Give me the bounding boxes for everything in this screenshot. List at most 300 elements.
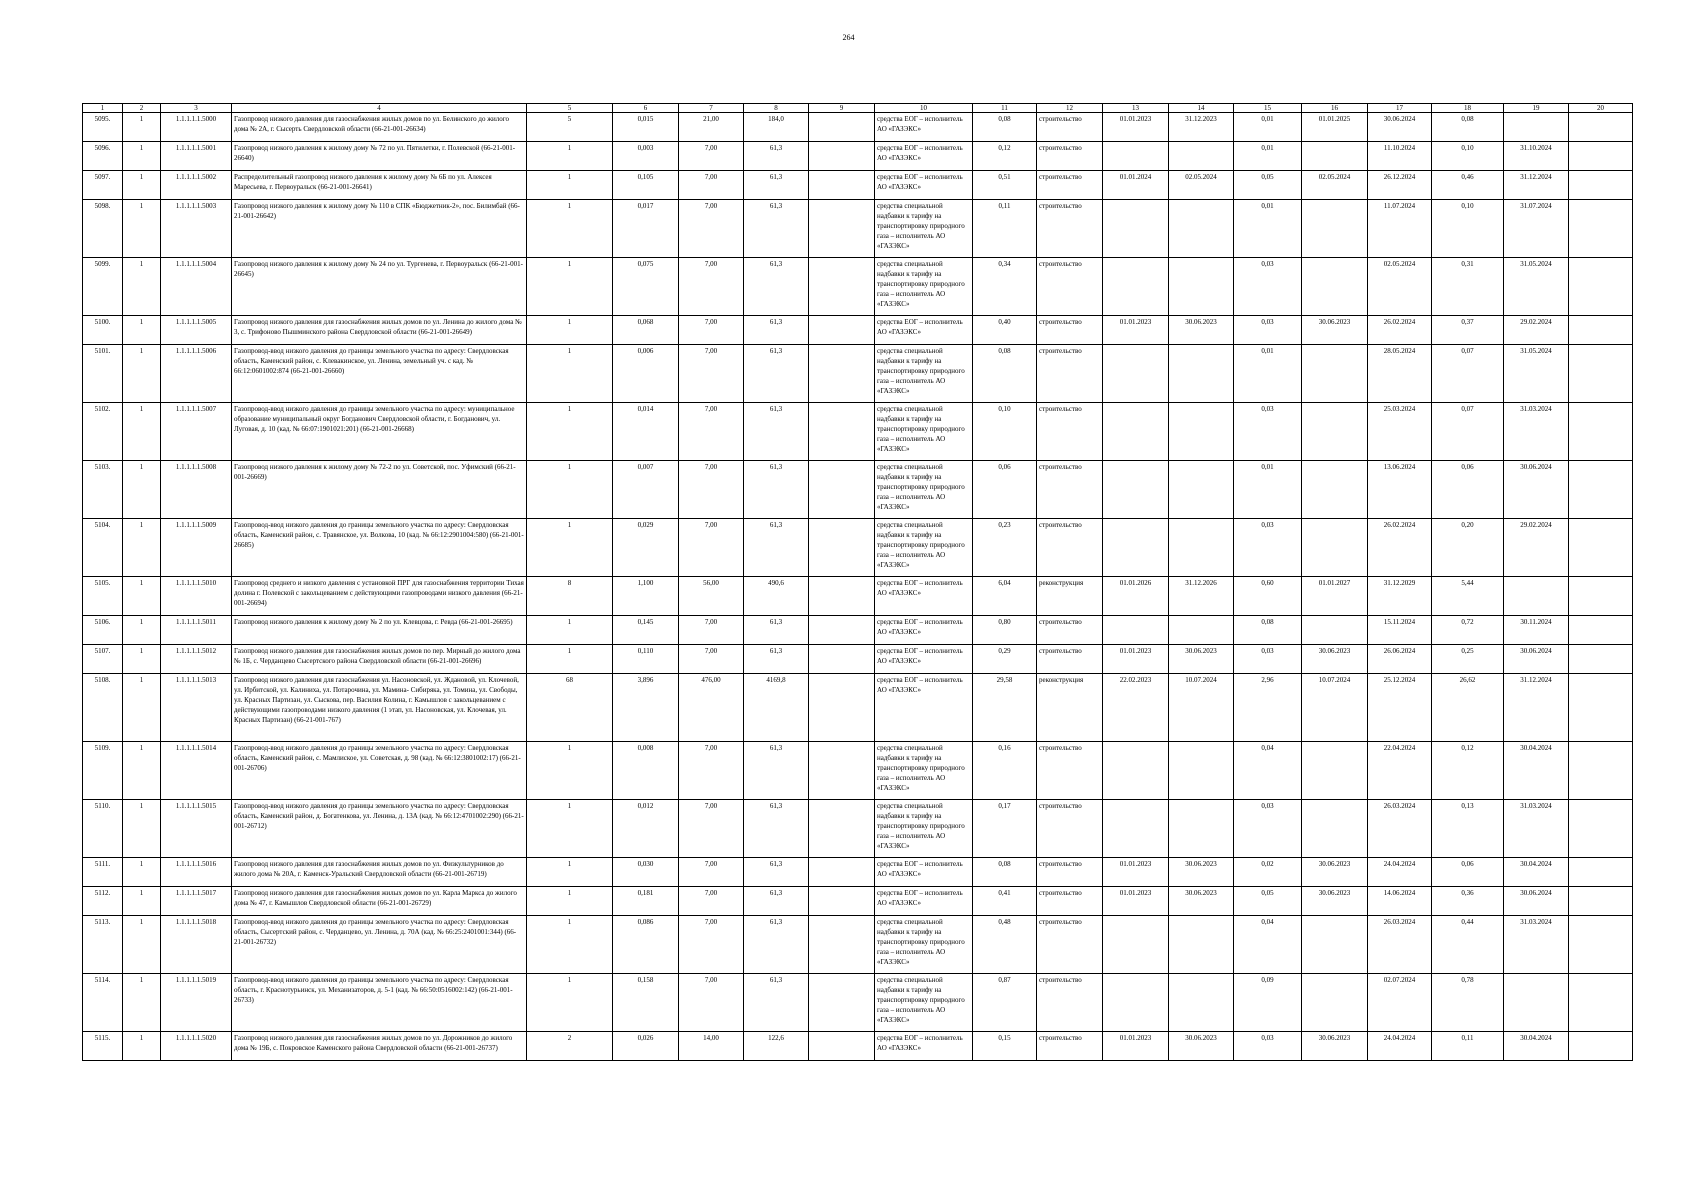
value-7-cell: 7,00: [679, 316, 744, 345]
build-start-cell: 30.06.2023: [1302, 316, 1368, 345]
design-end-cell: [1169, 258, 1234, 316]
project-code-cell: 1.1.1.1.1.5010: [161, 577, 232, 616]
value-8-cell: 61,3: [744, 171, 809, 200]
row-number-cell: 5108.: [83, 674, 123, 742]
value-7-cell: 7,00: [679, 403, 744, 461]
value-8-cell: 490,6: [744, 577, 809, 616]
cost-cell: 0,08: [973, 113, 1037, 142]
row-number-cell: 5100.: [83, 316, 123, 345]
design-start-cell: 01.01.2023: [1103, 858, 1169, 887]
value-7-cell: 7,00: [679, 887, 744, 916]
build-cost-cell: 0,44: [1432, 916, 1504, 974]
build-end-cell: 26.03.2024: [1368, 800, 1432, 858]
row-number-cell: 5113.: [83, 916, 123, 974]
build-start-cell: 30.06.2023: [1302, 1032, 1368, 1061]
cost-cell: 0,15: [973, 1032, 1037, 1061]
design-start-cell: [1103, 742, 1169, 800]
priority-cell: 1: [123, 519, 161, 577]
design-start-cell: [1103, 916, 1169, 974]
project-code-cell: 1.1.1.1.1.5000: [161, 113, 232, 142]
work-type-cell: строительство: [1037, 916, 1103, 974]
build-start-cell: [1302, 742, 1368, 800]
build-end-cell: 14.06.2024: [1368, 887, 1432, 916]
completion-date-cell: 31.05.2024: [1504, 258, 1569, 316]
value-8-cell: 61,3: [744, 858, 809, 887]
table-row: [83, 461, 1633, 519]
work-type-cell: строительство: [1037, 461, 1103, 519]
length-cell: 0,086: [613, 916, 679, 974]
length-cell: 0,007: [613, 461, 679, 519]
project-name-cell: Газопровод-ввод низкого давления до границы земельного участка по адресу: Свердловская область, Каменский район, с. Мамлиское, ул. Советская, д. 98 (кад. № 66:12:3801002:17) (66-21-001-26706): [232, 742, 527, 800]
notes-cell: [1569, 858, 1633, 887]
table-row: [83, 1032, 1633, 1061]
value-9-cell: [809, 403, 875, 461]
design-start-cell: 22.02.2023: [1103, 674, 1169, 742]
column-number: 12: [1037, 104, 1103, 113]
funding-source-cell: средства ЕОГ – исполнитель АО «ГАЗЭКС»: [875, 142, 973, 171]
quantity-cell: 1: [527, 200, 613, 258]
build-start-cell: [1302, 461, 1368, 519]
row-number-cell: 5115.: [83, 1032, 123, 1061]
table-body: [83, 104, 1633, 1061]
completion-date-cell: 31.05.2024: [1504, 345, 1569, 403]
build-end-cell: 11.07.2024: [1368, 200, 1432, 258]
completion-date-cell: 29.02.2024: [1504, 316, 1569, 345]
value-9-cell: [809, 742, 875, 800]
cost-cell: 0,40: [973, 316, 1037, 345]
value-9-cell: [809, 345, 875, 403]
value-7-cell: 7,00: [679, 858, 744, 887]
funding-source-cell: средства ЕОГ – исполнитель АО «ГАЗЭКС»: [875, 616, 973, 645]
design-cost-cell: 0,03: [1234, 316, 1302, 345]
value-9-cell: [809, 519, 875, 577]
build-end-cell: 02.07.2024: [1368, 974, 1432, 1032]
quantity-cell: 8: [527, 577, 613, 616]
value-9-cell: [809, 200, 875, 258]
project-name-cell: Газопровод низкого давления к жилому дому № 24 по ул. Тургенева, г. Первоуральск (66-21-001-26645): [232, 258, 527, 316]
design-cost-cell: 0,03: [1234, 258, 1302, 316]
table-row: [83, 258, 1633, 316]
priority-cell: 1: [123, 113, 161, 142]
design-end-cell: [1169, 519, 1234, 577]
completion-date-cell: 31.12.2024: [1504, 171, 1569, 200]
value-7-cell: 7,00: [679, 345, 744, 403]
funding-source-cell: средства ЕОГ – исполнитель АО «ГАЗЭКС»: [875, 645, 973, 674]
table-row: [83, 974, 1633, 1032]
design-end-cell: 30.06.2023: [1169, 858, 1234, 887]
value-9-cell: [809, 316, 875, 345]
page-number: 264: [842, 33, 855, 42]
design-end-cell: 30.06.2023: [1169, 1032, 1234, 1061]
project-name-cell: Газопровод низкого давления для газоснабжения жилых домов по ул. Дорожников до жилого дома № 19Б, с. Покровское Каменского района Свердловской области (66-21-001-26737): [232, 1032, 527, 1061]
row-number-cell: 5103.: [83, 461, 123, 519]
table-row: [83, 519, 1633, 577]
cost-cell: 0,23: [973, 519, 1037, 577]
funding-source-cell: средства ЕОГ – исполнитель АО «ГАЗЭКС»: [875, 171, 973, 200]
row-number-cell: 5107.: [83, 645, 123, 674]
funding-source-cell: средства ЕОГ – исполнитель АО «ГАЗЭКС»: [875, 316, 973, 345]
value-7-cell: 7,00: [679, 519, 744, 577]
priority-cell: 1: [123, 316, 161, 345]
length-cell: 1,100: [613, 577, 679, 616]
design-end-cell: [1169, 345, 1234, 403]
design-cost-cell: 0,04: [1234, 916, 1302, 974]
value-9-cell: [809, 113, 875, 142]
design-cost-cell: 0,01: [1234, 113, 1302, 142]
length-cell: 0,026: [613, 1032, 679, 1061]
build-start-cell: 30.06.2023: [1302, 858, 1368, 887]
investment-program-table: [82, 103, 1633, 1061]
priority-cell: 1: [123, 403, 161, 461]
design-start-cell: 01.01.2023: [1103, 316, 1169, 345]
build-end-cell: 11.10.2024: [1368, 142, 1432, 171]
design-end-cell: [1169, 403, 1234, 461]
design-start-cell: 01.01.2023: [1103, 1032, 1169, 1061]
value-8-cell: 61,3: [744, 403, 809, 461]
quantity-cell: 1: [527, 800, 613, 858]
value-9-cell: [809, 577, 875, 616]
row-number-cell: 5109.: [83, 742, 123, 800]
project-name-cell: Газопровод низкого давления для газоснабжения ул. Насоновской, ул. Ждановой, ул. Клочевой, ул. Ирбитской, ул. Калиниха, ул. Потарочина, ул. Мамина- Сибиряка, ул. Томина, ул. Свободы, ул. Красных Партизан, ул. Сыскова, пер. Василия Колина, г. Камышлов с закольцеванием с действующими газопроводами низкого давления (1 этап, ул. Насоновская, ул. Клочевая, ул. Красных Партизан) (66-21-001-767): [232, 674, 527, 742]
length-cell: 0,110: [613, 645, 679, 674]
value-9-cell: [809, 258, 875, 316]
quantity-cell: 1: [527, 645, 613, 674]
notes-cell: [1569, 345, 1633, 403]
project-name-cell: Газопровод низкого давления для газоснабжения жилых домов по ул. Белинского до жилого дома № 2А, г. Сысерть Свердловской области (66-21-001-26634): [232, 113, 527, 142]
value-9-cell: [809, 674, 875, 742]
build-start-cell: [1302, 142, 1368, 171]
work-type-cell: строительство: [1037, 616, 1103, 645]
funding-source-cell: средства специальной надбавки к тарифу на транспортировку природного газа – исполнитель АО «ГАЗЭКС»: [875, 800, 973, 858]
cost-cell: 0,48: [973, 916, 1037, 974]
funding-source-cell: средства ЕОГ – исполнитель АО «ГАЗЭКС»: [875, 1032, 973, 1061]
project-code-cell: 1.1.1.1.1.5008: [161, 461, 232, 519]
priority-cell: 1: [123, 171, 161, 200]
column-number: 15: [1234, 104, 1302, 113]
priority-cell: 1: [123, 974, 161, 1032]
build-end-cell: 13.06.2024: [1368, 461, 1432, 519]
quantity-cell: 1: [527, 742, 613, 800]
notes-cell: [1569, 645, 1633, 674]
completion-date-cell: 31.10.2024: [1504, 142, 1569, 171]
quantity-cell: 1: [527, 345, 613, 403]
design-start-cell: [1103, 403, 1169, 461]
table-row: [83, 345, 1633, 403]
design-cost-cell: 0,05: [1234, 887, 1302, 916]
design-cost-cell: 2,96: [1234, 674, 1302, 742]
value-8-cell: 122,6: [744, 1032, 809, 1061]
priority-cell: 1: [123, 345, 161, 403]
row-number-cell: 5095.: [83, 113, 123, 142]
notes-cell: [1569, 171, 1633, 200]
row-number-cell: 5097.: [83, 171, 123, 200]
length-cell: 0,003: [613, 142, 679, 171]
completion-date-cell: 30.06.2024: [1504, 887, 1569, 916]
value-7-cell: 7,00: [679, 616, 744, 645]
build-end-cell: 25.03.2024: [1368, 403, 1432, 461]
project-name-cell: Газопровод низкого давления для газоснабжения жилых домов по ул. Карла Маркса до жилого дома № 47, г. Камышлов Свердловской области (66-21-001-26729): [232, 887, 527, 916]
length-cell: 0,017: [613, 200, 679, 258]
column-number: 14: [1169, 104, 1234, 113]
value-8-cell: 61,3: [744, 345, 809, 403]
work-type-cell: строительство: [1037, 887, 1103, 916]
funding-source-cell: средства ЕОГ – исполнитель АО «ГАЗЭКС»: [875, 113, 973, 142]
row-number-cell: 5112.: [83, 887, 123, 916]
notes-cell: [1569, 674, 1633, 742]
length-cell: 0,181: [613, 887, 679, 916]
completion-date-cell: [1504, 577, 1569, 616]
table-row: [83, 316, 1633, 345]
value-8-cell: 61,3: [744, 916, 809, 974]
value-8-cell: 61,3: [744, 258, 809, 316]
priority-cell: 1: [123, 645, 161, 674]
build-cost-cell: 0,13: [1432, 800, 1504, 858]
value-8-cell: 61,3: [744, 742, 809, 800]
completion-date-cell: [1504, 974, 1569, 1032]
design-end-cell: [1169, 800, 1234, 858]
value-8-cell: 61,3: [744, 887, 809, 916]
build-start-cell: [1302, 616, 1368, 645]
column-number: 10: [875, 104, 973, 113]
project-code-cell: 1.1.1.1.1.5020: [161, 1032, 232, 1061]
design-cost-cell: 0,01: [1234, 345, 1302, 403]
build-start-cell: [1302, 916, 1368, 974]
build-cost-cell: 0,10: [1432, 200, 1504, 258]
priority-cell: 1: [123, 887, 161, 916]
build-start-cell: 30.06.2023: [1302, 887, 1368, 916]
priority-cell: 1: [123, 916, 161, 974]
build-end-cell: 26.03.2024: [1368, 916, 1432, 974]
project-code-cell: 1.1.1.1.1.5009: [161, 519, 232, 577]
value-9-cell: [809, 1032, 875, 1061]
project-name-cell: Газопровод-ввод низкого давления до границы земельного участка по адресу: Свердловская область, Каменский район, с. Травянское, ул. Волкова, 10 (кад. № 66:12:2901004:580) (66-21-001-26685): [232, 519, 527, 577]
funding-source-cell: средства специальной надбавки к тарифу на транспортировку природного газа – исполнитель АО «ГАЗЭКС»: [875, 519, 973, 577]
design-cost-cell: 0,01: [1234, 461, 1302, 519]
build-start-cell: [1302, 258, 1368, 316]
quantity-cell: 1: [527, 974, 613, 1032]
build-end-cell: 02.05.2024: [1368, 258, 1432, 316]
length-cell: 0,158: [613, 974, 679, 1032]
notes-cell: [1569, 519, 1633, 577]
cost-cell: 0,41: [973, 887, 1037, 916]
value-8-cell: 184,0: [744, 113, 809, 142]
value-7-cell: 21,00: [679, 113, 744, 142]
table-row: [83, 142, 1633, 171]
cost-cell: 0,87: [973, 974, 1037, 1032]
length-cell: 0,015: [613, 113, 679, 142]
length-cell: 0,105: [613, 171, 679, 200]
project-name-cell: Газопровод низкого давления для газоснабжения жилых домов по ул. Физкультурников до жилого дома № 20А, г. Каменск-Уральский Свердловской области (66-21-001-26719): [232, 858, 527, 887]
project-name-cell: Газопровод-ввод низкого давления до границы земельного участка по адресу: Свердловская область, Каменский район, д. Богатенкова, ул. Ленина, д. 13А (кад. № 66:12:4701002:290) (66-21-001-26712): [232, 800, 527, 858]
work-type-cell: строительство: [1037, 800, 1103, 858]
notes-cell: [1569, 403, 1633, 461]
design-cost-cell: 0,05: [1234, 171, 1302, 200]
column-number: 1: [83, 104, 123, 113]
notes-cell: [1569, 316, 1633, 345]
notes-cell: [1569, 200, 1633, 258]
design-end-cell: [1169, 742, 1234, 800]
project-name-cell: Газопровод-ввод низкого давления до границы земельного участка по адресу: Свердловская область, г. Краснотурьинск, ул. Механизаторов, д. 5-1 (кад. № 66:50:0516002:142) (66-21-001-26733): [232, 974, 527, 1032]
value-7-cell: 7,00: [679, 645, 744, 674]
project-code-cell: 1.1.1.1.1.5005: [161, 316, 232, 345]
table-row: [83, 616, 1633, 645]
design-cost-cell: 0,02: [1234, 858, 1302, 887]
value-9-cell: [809, 142, 875, 171]
priority-cell: 1: [123, 742, 161, 800]
project-name-cell: Газопровод-ввод низкого давления до границы земельного участка по адресу: Свердловская область, Каменский район, с. Клевакинское, ул. Ленина, земельный уч. с кад. № 66:12:0601002:874 (66-21-001-26660): [232, 345, 527, 403]
cost-cell: 0,34: [973, 258, 1037, 316]
completion-date-cell: 30.06.2024: [1504, 461, 1569, 519]
build-cost-cell: 0,12: [1432, 742, 1504, 800]
design-start-cell: [1103, 142, 1169, 171]
project-code-cell: 1.1.1.1.1.5015: [161, 800, 232, 858]
completion-date-cell: 31.03.2024: [1504, 916, 1569, 974]
funding-source-cell: средства специальной надбавки к тарифу на транспортировку природного газа – исполнитель АО «ГАЗЭКС»: [875, 258, 973, 316]
value-7-cell: 7,00: [679, 461, 744, 519]
length-cell: 0,030: [613, 858, 679, 887]
design-end-cell: 02.05.2024: [1169, 171, 1234, 200]
design-cost-cell: 0,08: [1234, 616, 1302, 645]
value-9-cell: [809, 887, 875, 916]
value-8-cell: 61,3: [744, 519, 809, 577]
length-cell: 0,075: [613, 258, 679, 316]
design-end-cell: 10.07.2024: [1169, 674, 1234, 742]
build-start-cell: [1302, 519, 1368, 577]
funding-source-cell: средства специальной надбавки к тарифу на транспортировку природного газа – исполнитель АО «ГАЗЭКС»: [875, 974, 973, 1032]
work-type-cell: строительство: [1037, 403, 1103, 461]
project-code-cell: 1.1.1.1.1.5011: [161, 616, 232, 645]
design-end-cell: [1169, 974, 1234, 1032]
build-start-cell: [1302, 200, 1368, 258]
design-start-cell: [1103, 258, 1169, 316]
cost-cell: 0,29: [973, 645, 1037, 674]
priority-cell: 1: [123, 258, 161, 316]
column-number-row: [83, 104, 1633, 113]
funding-source-cell: средства специальной надбавки к тарифу на транспортировку природного газа – исполнитель АО «ГАЗЭКС»: [875, 345, 973, 403]
build-cost-cell: 0,10: [1432, 142, 1504, 171]
design-cost-cell: 0,03: [1234, 800, 1302, 858]
design-cost-cell: 0,09: [1234, 974, 1302, 1032]
design-cost-cell: 0,03: [1234, 1032, 1302, 1061]
project-code-cell: 1.1.1.1.1.5017: [161, 887, 232, 916]
design-cost-cell: 0,01: [1234, 142, 1302, 171]
project-code-cell: 1.1.1.1.1.5004: [161, 258, 232, 316]
build-end-cell: 30.06.2024: [1368, 113, 1432, 142]
design-cost-cell: 0,03: [1234, 519, 1302, 577]
design-start-cell: 01.01.2026: [1103, 577, 1169, 616]
table-row: [83, 858, 1633, 887]
work-type-cell: строительство: [1037, 258, 1103, 316]
funding-source-cell: средства специальной надбавки к тарифу на транспортировку природного газа – исполнитель АО «ГАЗЭКС»: [875, 916, 973, 974]
design-end-cell: [1169, 200, 1234, 258]
quantity-cell: 1: [527, 316, 613, 345]
build-cost-cell: 0,11: [1432, 1032, 1504, 1061]
value-9-cell: [809, 645, 875, 674]
value-7-cell: 7,00: [679, 974, 744, 1032]
build-cost-cell: 0,72: [1432, 616, 1504, 645]
design-end-cell: [1169, 142, 1234, 171]
funding-source-cell: средства ЕОГ – исполнитель АО «ГАЗЭКС»: [875, 858, 973, 887]
table-row: [83, 645, 1633, 674]
design-start-cell: [1103, 200, 1169, 258]
quantity-cell: 1: [527, 258, 613, 316]
notes-cell: [1569, 887, 1633, 916]
column-number: 5: [527, 104, 613, 113]
notes-cell: [1569, 258, 1633, 316]
work-type-cell: строительство: [1037, 974, 1103, 1032]
length-cell: 0,012: [613, 800, 679, 858]
build-cost-cell: 0,07: [1432, 345, 1504, 403]
project-code-cell: 1.1.1.1.1.5002: [161, 171, 232, 200]
build-cost-cell: 26,62: [1432, 674, 1504, 742]
priority-cell: 1: [123, 200, 161, 258]
quantity-cell: 1: [527, 887, 613, 916]
notes-cell: [1569, 1032, 1633, 1061]
project-name-cell: Газопровод низкого давления к жилому дому № 72 по ул. Пятилетки, г. Полевской (66-21-001-26640): [232, 142, 527, 171]
quantity-cell: 1: [527, 916, 613, 974]
length-cell: 0,006: [613, 345, 679, 403]
build-end-cell: 31.12.2029: [1368, 577, 1432, 616]
table-row: [83, 916, 1633, 974]
notes-cell: [1569, 974, 1633, 1032]
value-7-cell: 476,00: [679, 674, 744, 742]
design-start-cell: [1103, 616, 1169, 645]
quantity-cell: 1: [527, 171, 613, 200]
column-number: 2: [123, 104, 161, 113]
design-start-cell: 01.01.2023: [1103, 645, 1169, 674]
project-name-cell: Газопровод среднего и низкого давления с установкой ПРГ для газоснабжения территории Тихая долина г. Полевской с закольцеванием с действующими газопроводами низкого давления (66-21-001-26694): [232, 577, 527, 616]
column-number: 18: [1432, 104, 1504, 113]
work-type-cell: строительство: [1037, 142, 1103, 171]
cost-cell: 0,08: [973, 858, 1037, 887]
column-number: 17: [1368, 104, 1432, 113]
cost-cell: 29,58: [973, 674, 1037, 742]
build-start-cell: 30.06.2023: [1302, 645, 1368, 674]
project-name-cell: Газопровод низкого давления для газоснабжения жилых домов по пер. Мирный до жилого дома № 1Б, с. Черданцево Сысертского района Свердловской области (66-21-001-26696): [232, 645, 527, 674]
quantity-cell: 1: [527, 616, 613, 645]
project-code-cell: 1.1.1.1.1.5019: [161, 974, 232, 1032]
cost-cell: 0,80: [973, 616, 1037, 645]
row-number-cell: 5096.: [83, 142, 123, 171]
design-cost-cell: 0,01: [1234, 200, 1302, 258]
priority-cell: 1: [123, 674, 161, 742]
project-name-cell: Газопровод-ввод низкого давления до границы земельного участка по адресу: муниципальное образование муниципальный округ Богданович Свердловской области, г. Богданович, ул. Луговая, д. 10 (кад. № 66:07:1901021:201) (66-21-001-26668): [232, 403, 527, 461]
cost-cell: 0,17: [973, 800, 1037, 858]
quantity-cell: 2: [527, 1032, 613, 1061]
design-cost-cell: 0,04: [1234, 742, 1302, 800]
project-name-cell: Газопровод низкого давления к жилому дому № 72-2 по ул. Советской, пос. Уфимский (66-21-001-26669): [232, 461, 527, 519]
table-row: [83, 742, 1633, 800]
column-number: 7: [679, 104, 744, 113]
design-end-cell: 31.12.2026: [1169, 577, 1234, 616]
design-end-cell: 30.06.2023: [1169, 316, 1234, 345]
design-end-cell: [1169, 616, 1234, 645]
completion-date-cell: [1504, 113, 1569, 142]
quantity-cell: 1: [527, 519, 613, 577]
build-cost-cell: 0,46: [1432, 171, 1504, 200]
value-7-cell: 7,00: [679, 916, 744, 974]
row-number-cell: 5098.: [83, 200, 123, 258]
value-8-cell: 61,3: [744, 645, 809, 674]
value-7-cell: 7,00: [679, 142, 744, 171]
row-number-cell: 5111.: [83, 858, 123, 887]
work-type-cell: строительство: [1037, 200, 1103, 258]
design-end-cell: [1169, 461, 1234, 519]
completion-date-cell: 31.03.2024: [1504, 800, 1569, 858]
work-type-cell: реконструкция: [1037, 674, 1103, 742]
build-cost-cell: 0,37: [1432, 316, 1504, 345]
table-row: [83, 674, 1633, 742]
